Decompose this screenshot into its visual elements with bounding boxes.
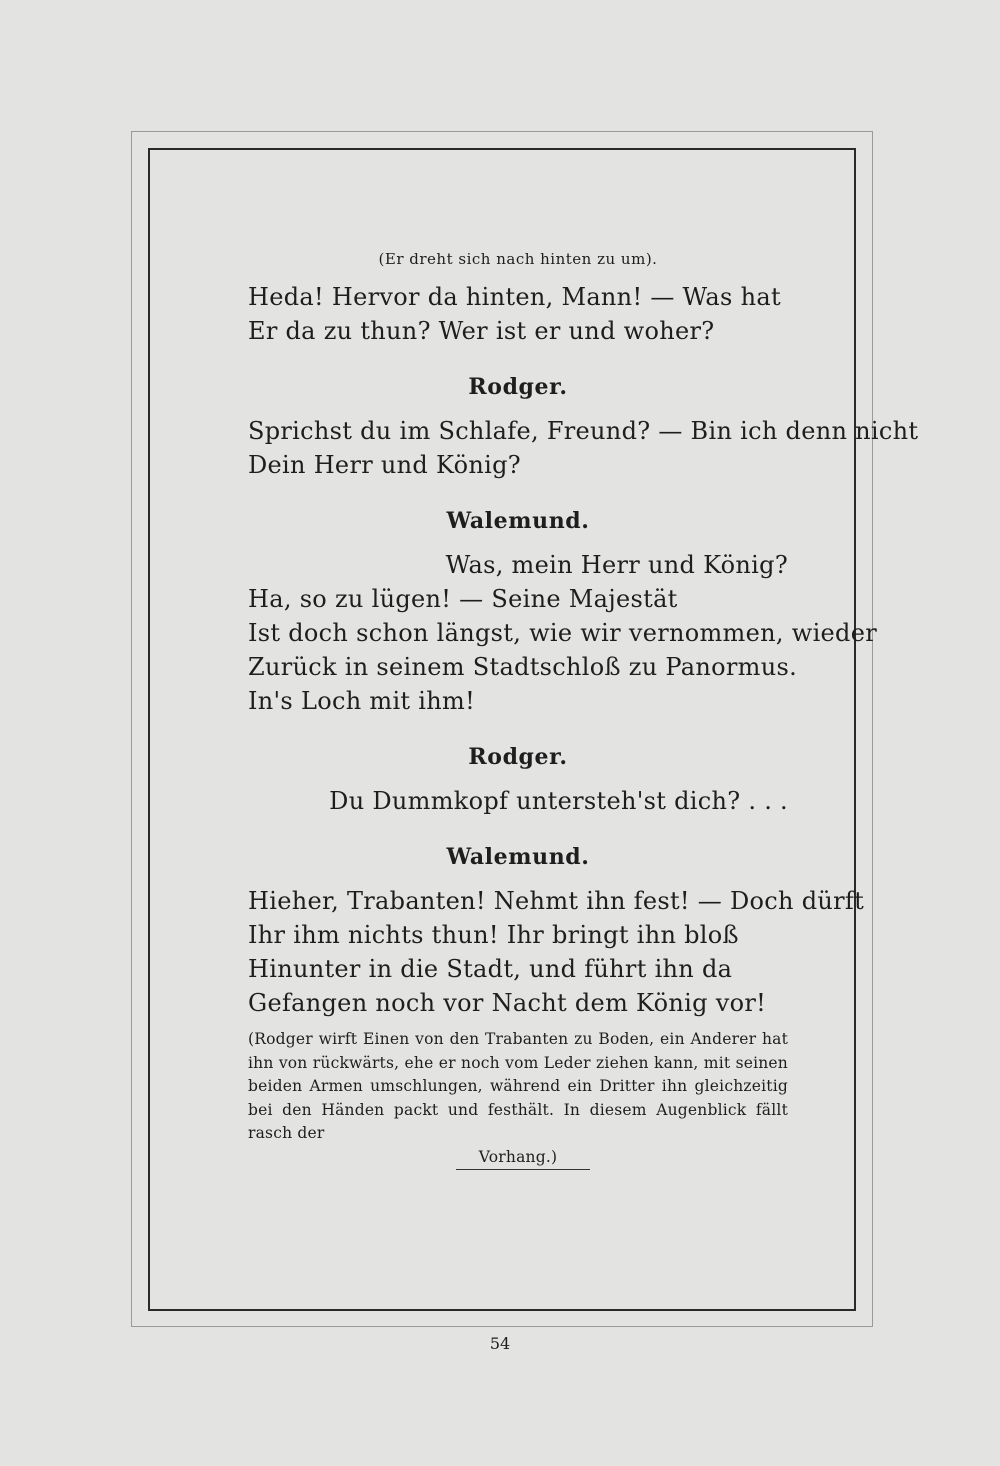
verse-line: Hieher, Trabanten! Nehmt ihn fest! — Doch dürft (248, 887, 865, 915)
verse-line: Was, mein Herr und König? (445, 551, 788, 579)
stage-direction-final-text: (Rodger wirft Einen von den Trabanten zu Boden, ein Anderer hat ihn von rückwärts, ehe er noch vom Leder ziehen kann, mit seinen beiden Armen umschlungen, während ein Dritter ihn gleichzeitig bei den Händen packt und festhält. In diesem Augenblick fällt rasch der (248, 1030, 788, 1142)
stage-direction-final-end: Vorhang.) (478, 1147, 558, 1166)
verse-line: Zurück in seinem Stadtschloß zu Panormus. (248, 653, 798, 681)
verse-line: Heda! Hervor da hinten, Mann! — Was hat (248, 283, 781, 311)
verse-line: Ha, so zu lügen! — Seine Majestät (248, 585, 678, 613)
speaker-name: Rodger. (468, 744, 568, 770)
verse-line: Sprichst du im Schlafe, Freund? — Bin ich denn nicht (248, 417, 919, 445)
verse-line: Du Dummkopf untersteh'st dich? . . . (329, 787, 788, 815)
verse-line: Ist doch schon längst, wie wir vernommen, wieder (248, 619, 877, 647)
verse-line: Gefangen noch vor Nacht dem König vor! (248, 989, 767, 1017)
stage-direction-final (248, 1028, 788, 1169)
end-rule (456, 1169, 590, 1170)
verse-line: Hinunter in die Stadt, und führt ihn da (248, 955, 733, 983)
verse-line: Ihr ihm nichts thun! Ihr bringt ihn bloß (248, 921, 739, 949)
speaker-name: Walemund. (446, 844, 590, 870)
verse-line: In's Loch mit ihm! (248, 687, 476, 715)
verse-line: Er da zu thun? Wer ist er und woher? (248, 317, 715, 345)
verse-line: Dein Herr und König? (248, 451, 521, 479)
play-text (248, 250, 919, 1169)
speaker-name: Rodger. (468, 374, 568, 400)
page-number: 54 (489, 1334, 511, 1353)
speaker-name: Walemund. (446, 508, 590, 534)
stage-direction-top: (Er dreht sich nach hinten zu um). (378, 250, 658, 268)
